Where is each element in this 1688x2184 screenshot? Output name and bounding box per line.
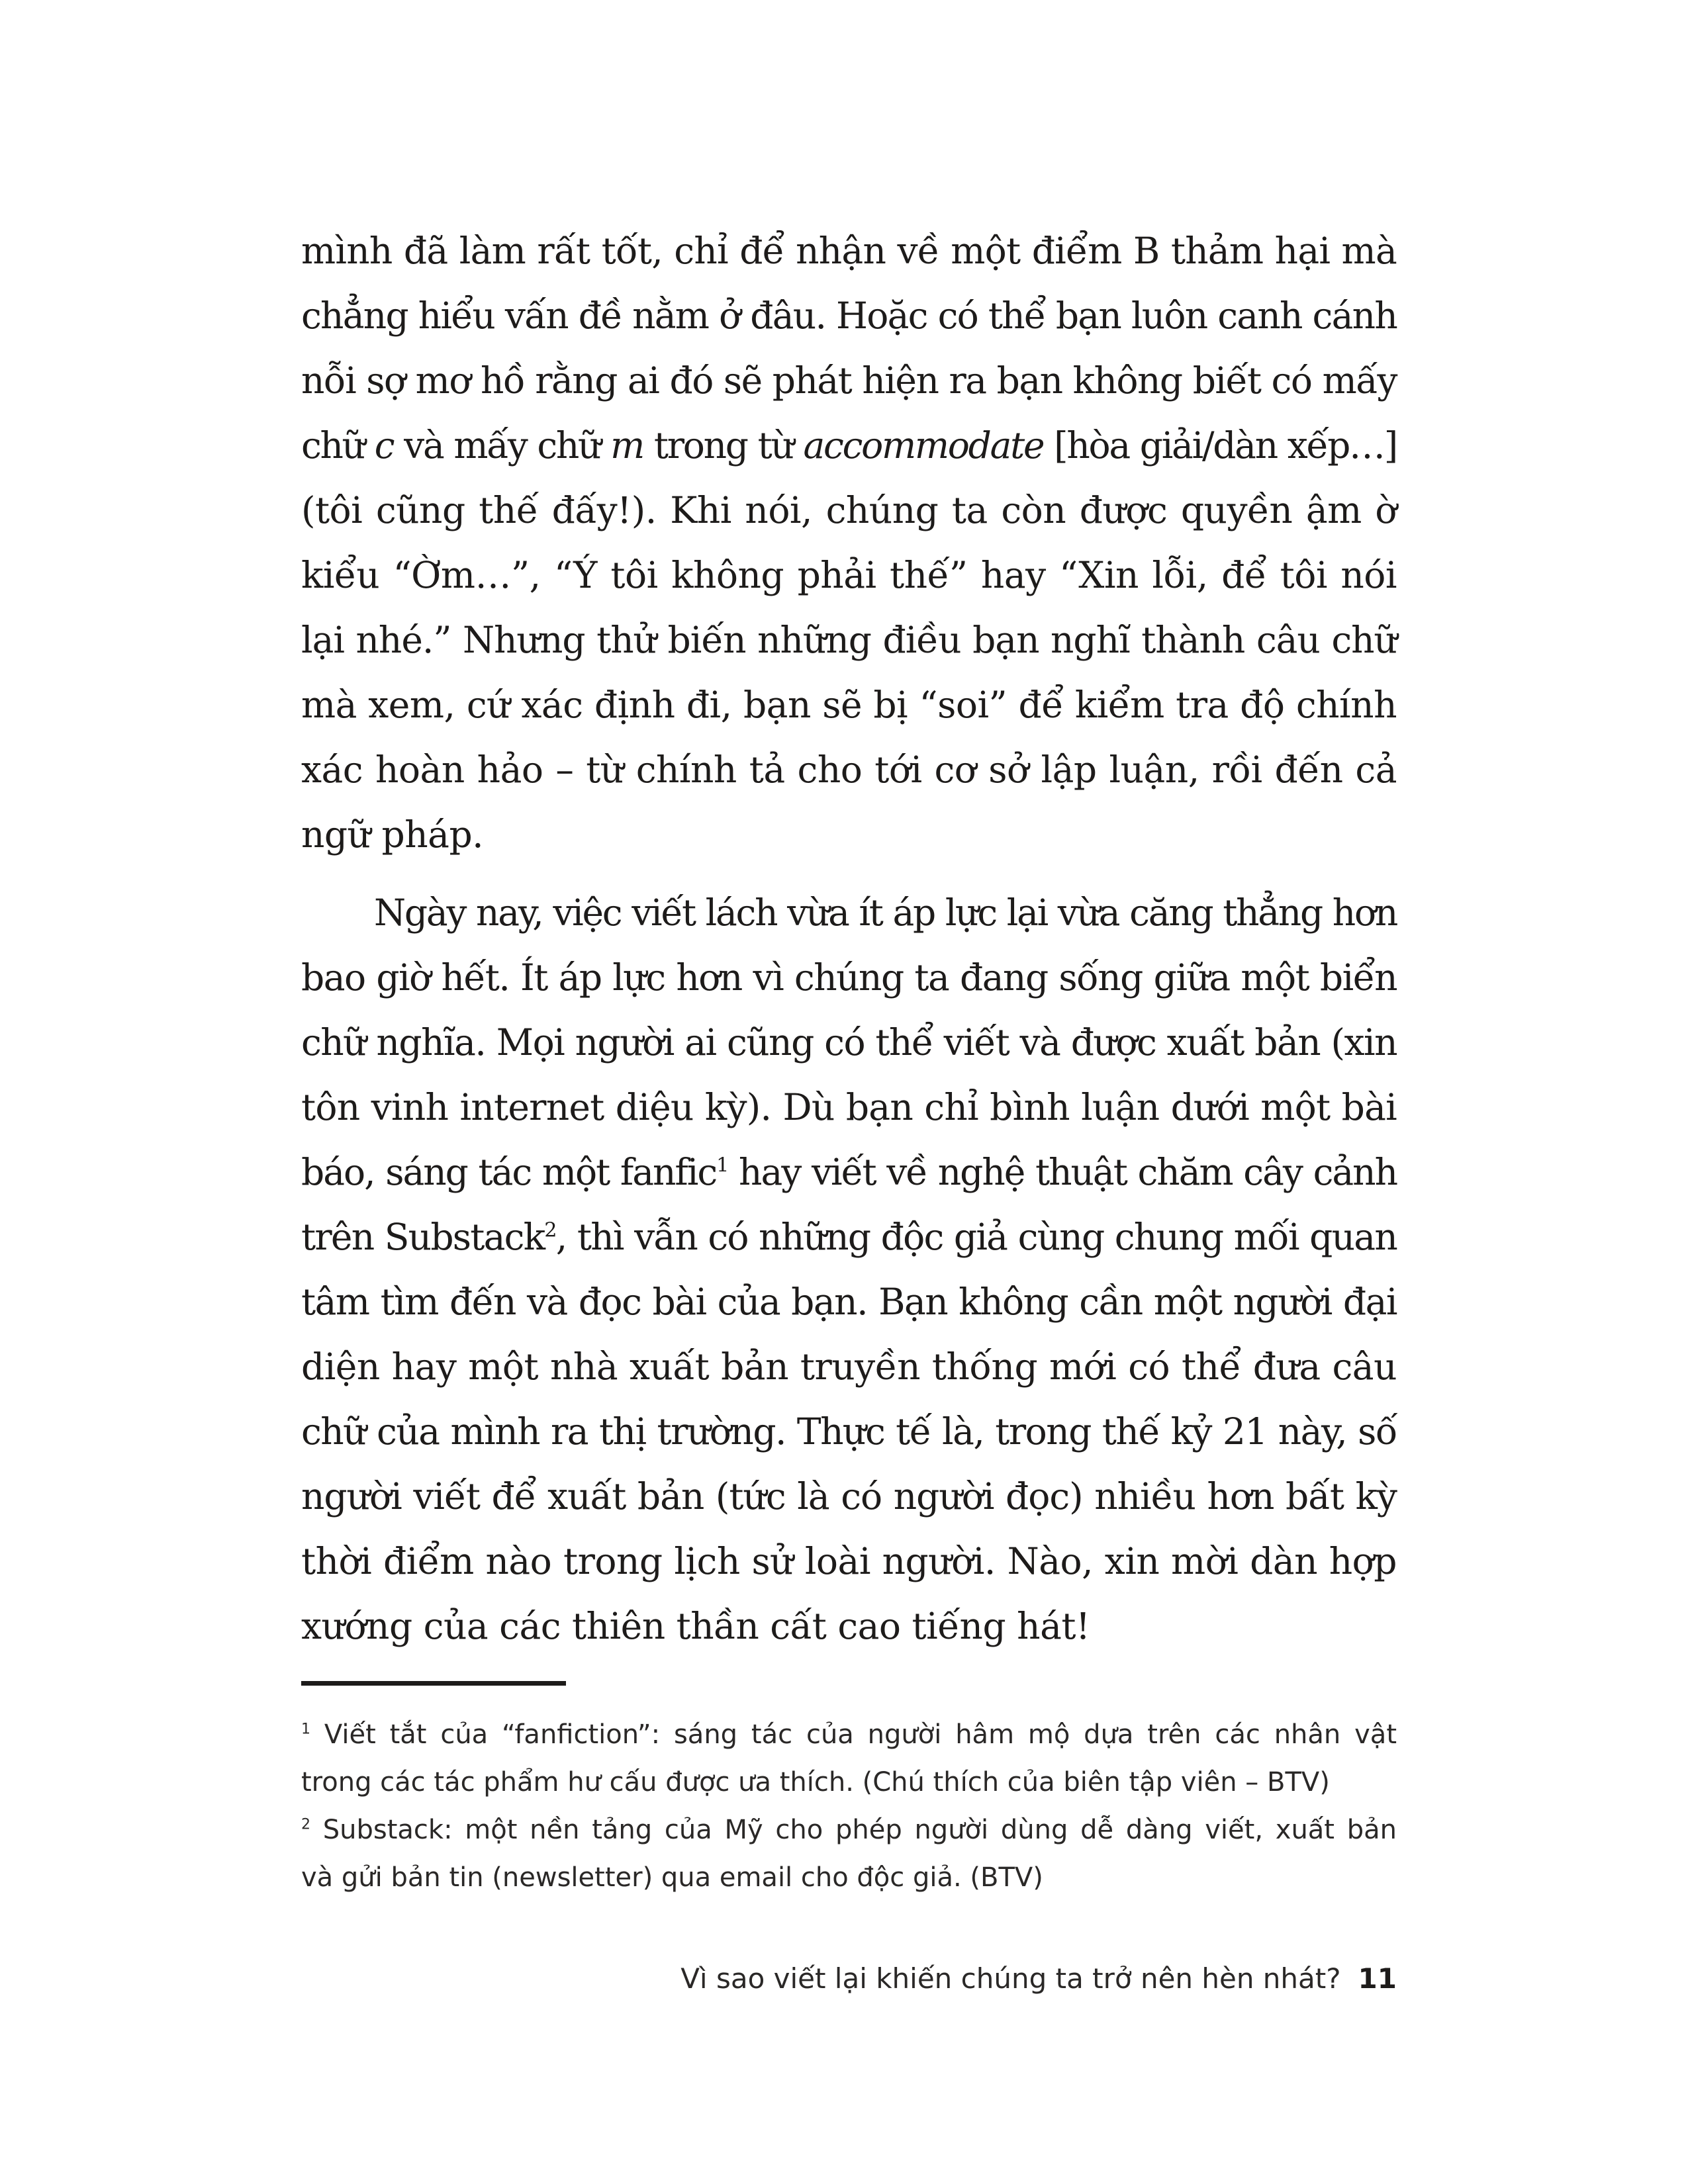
text-line: mà xem, cứ xác định đi, bạn sẽ bị “soi” để kiểm tra độ chính xyxy=(301,684,1397,726)
footnote-line: và gửi bản tin (newsletter) qua email cho độc giả. (BTV) xyxy=(301,1862,1043,1893)
footnote-2 xyxy=(301,1806,1397,1901)
text-line: xướng của các thiên thần cất cao tiếng hát! xyxy=(301,1605,1090,1647)
text-line: (tôi cũng thế đấy!). Khi nói, chúng ta còn được quyền ậm ờ xyxy=(301,489,1397,531)
text-line: ngữ pháp. xyxy=(301,813,484,856)
text-run: chữ xyxy=(301,424,375,467)
footnote-marker: 2 xyxy=(301,1816,310,1833)
body-text xyxy=(301,218,1397,1659)
italic-word-accommodate: accommodate xyxy=(803,424,1044,467)
text-run: và mấy chữ xyxy=(393,424,611,467)
text-run: [hòa giải/dàn xếp…] xyxy=(1043,424,1397,467)
italic-letter-m: m xyxy=(610,424,644,467)
footnote-text: Substack: một nền tảng của Mỹ cho phép người dùng dễ dàng viết, xuất bản xyxy=(310,1815,1397,1845)
text-line: chữ nghĩa. Mọi người ai cũng có thể viết và được xuất bản (xin xyxy=(301,1021,1397,1064)
text-line: mình đã làm rất tốt, chỉ để nhận về một điểm B thảm hại mà xyxy=(301,230,1397,272)
text-line xyxy=(301,1205,1397,1269)
footnote-line: trong các tác phẩm hư cấu được ưa thích. (Chú thích của biên tập viên – BTV) xyxy=(301,1767,1330,1797)
text-line: người viết để xuất bản (tức là có người đọc) nhiều hơn bất kỳ xyxy=(301,1475,1397,1518)
text-run: trên Substack xyxy=(301,1216,545,1258)
text-line: thời điểm nào trong lịch sử loài người. Nào, xin mời dàn hợp xyxy=(301,1540,1397,1582)
running-title: Vì sao viết lại khiến chúng ta trở nên hèn nhát? xyxy=(680,1962,1341,1995)
text-line xyxy=(301,1140,1397,1205)
footnote-line xyxy=(301,1711,1397,1758)
text-line: kiểu “Ờm…”, “Ý tôi không phải thế” hay “Xin lỗi, để tôi nói xyxy=(301,554,1397,596)
paragraph xyxy=(301,880,1397,1659)
footnote-line xyxy=(301,1806,1397,1854)
italic-letter-c: c xyxy=(374,424,394,467)
text-line: chẳng hiểu vấn đề nằm ở đâu. Hoặc có thể bạn luôn canh cánh xyxy=(301,295,1397,337)
running-footer xyxy=(680,1962,1397,1995)
text-line: nỗi sợ mơ hồ rằng ai đó sẽ phát hiện ra bạn không biết có mấy xyxy=(301,359,1397,402)
text-line: tâm tìm đến và đọc bài của bạn. Bạn không cần một người đại xyxy=(301,1281,1397,1323)
text-run: báo, sáng tác một fanfic xyxy=(301,1151,717,1193)
text-line xyxy=(301,413,1397,478)
text-run: trong từ xyxy=(643,424,804,467)
text-line: diện hay một nhà xuất bản truyền thống mới có thể đưa câu xyxy=(301,1345,1397,1388)
text-run: , thì vẫn có những độc giả cùng chung mối quan xyxy=(555,1216,1397,1258)
footnotes xyxy=(301,1711,1397,1901)
text-line: Ngày nay, việc viết lách vừa ít áp lực lại vừa căng thẳng hơn xyxy=(374,891,1397,934)
footnote-ref-1[interactable]: 1 xyxy=(716,1154,728,1177)
footnote-marker: 1 xyxy=(301,1721,310,1738)
paragraph-continued xyxy=(301,218,1397,867)
footnote-ref-2[interactable]: 2 xyxy=(544,1218,556,1242)
footnote-1 xyxy=(301,1711,1397,1806)
text-line: bao giờ hết. Ít áp lực hơn vì chúng ta đang sống giữa một biển xyxy=(301,956,1397,999)
page-number: 11 xyxy=(1358,1962,1397,1995)
text-line: chữ của mình ra thị trường. Thực tế là, trong thế kỷ 21 này, số xyxy=(301,1410,1397,1453)
text-line: lại nhé.” Nhưng thử biến những điều bạn nghĩ thành câu chữ xyxy=(301,619,1397,661)
footnote-text: Viết tắt của “fanfiction”: sáng tác của người hâm mộ dựa trên các nhân vật xyxy=(310,1719,1397,1750)
text-run: hay viết về nghệ thuật chăm cây cảnh xyxy=(727,1151,1397,1193)
text-line: xác hoàn hảo – từ chính tả cho tới cơ sở lập luận, rồi đến cả xyxy=(301,749,1397,791)
text-line: tôn vinh internet diệu kỳ). Dù bạn chỉ bình luận dưới một bài xyxy=(301,1086,1397,1128)
footnote-divider xyxy=(301,1681,566,1686)
